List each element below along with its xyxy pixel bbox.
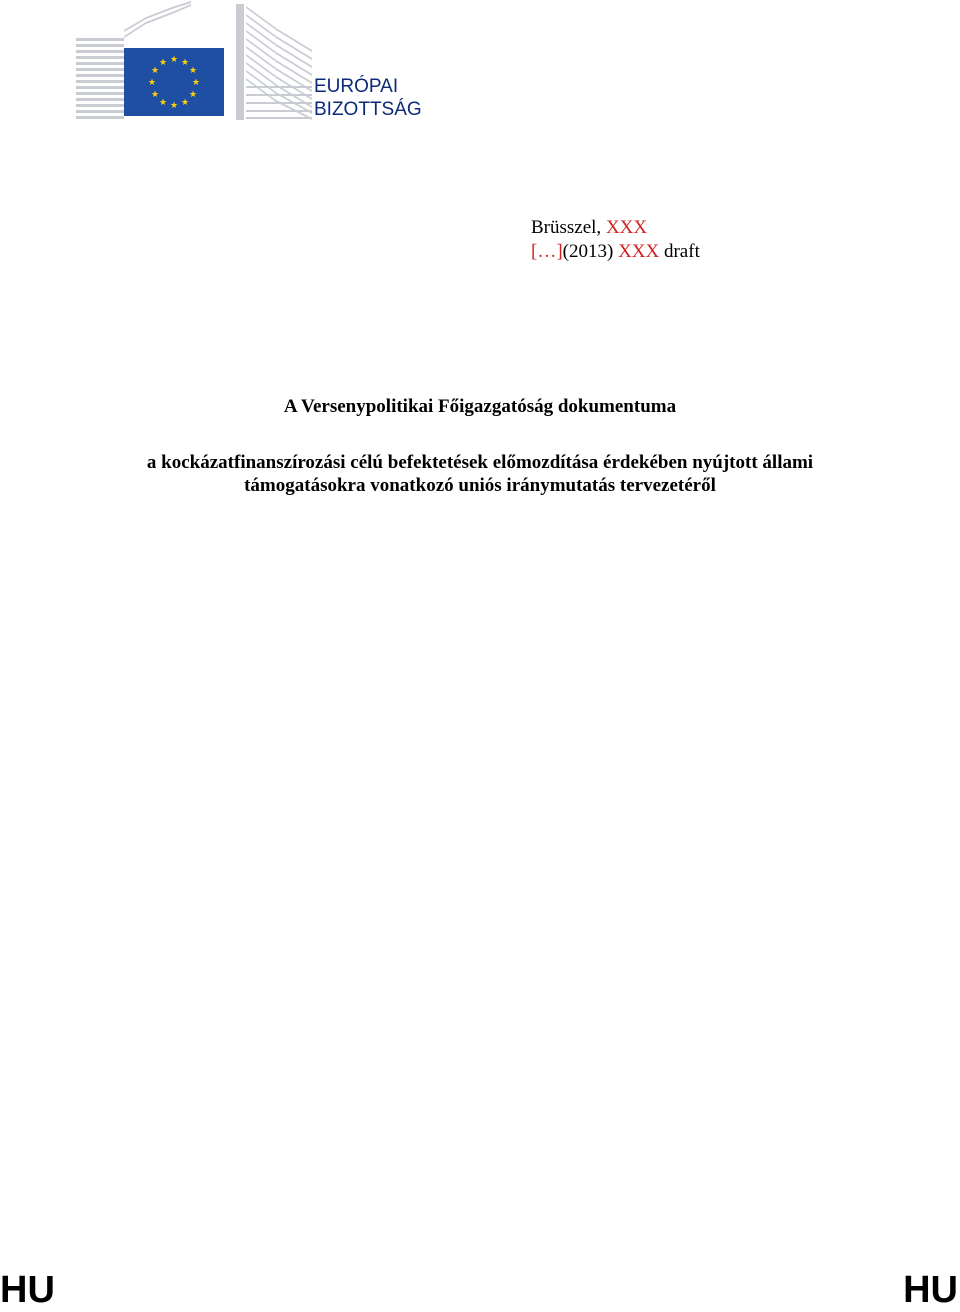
reference-placeholder: […] bbox=[531, 241, 563, 262]
dateline bbox=[531, 216, 700, 264]
svg-text:★: ★ bbox=[180, 58, 190, 68]
language-code-left: HU bbox=[0, 1269, 55, 1311]
eu-flag bbox=[124, 48, 224, 116]
organization-name bbox=[314, 75, 422, 121]
svg-text:★: ★ bbox=[191, 78, 201, 88]
reference-year: (2013) bbox=[562, 241, 619, 262]
svg-text:★: ★ bbox=[147, 78, 157, 88]
svg-text:★: ★ bbox=[150, 66, 160, 76]
draft-status: draft bbox=[659, 241, 700, 262]
reference-line bbox=[531, 240, 700, 264]
reference-code: XXX bbox=[618, 241, 660, 262]
svg-text:★: ★ bbox=[169, 55, 179, 65]
svg-text:★: ★ bbox=[158, 98, 168, 108]
place-date-line bbox=[531, 216, 700, 240]
document-title bbox=[0, 451, 960, 497]
organization-name-line1: EURÓPAI bbox=[314, 76, 399, 97]
svg-text:★: ★ bbox=[180, 98, 190, 108]
svg-text:★: ★ bbox=[188, 90, 198, 100]
date-placeholder: XXX bbox=[605, 217, 648, 238]
organization-name-line2: BIZOTTSÁG bbox=[314, 99, 422, 120]
svg-text:★: ★ bbox=[158, 58, 168, 68]
document-title-line2: támogatásokra vonatkozó uniós iránymutatás tervezetéről bbox=[244, 475, 716, 496]
city: Brüsszel, bbox=[531, 217, 606, 238]
svg-text:★: ★ bbox=[150, 90, 160, 100]
svg-text:★: ★ bbox=[169, 101, 179, 111]
document-type: A Versenypolitikai Főigazgatóság dokumentuma bbox=[283, 396, 677, 417]
document-title-line1: a kockázatfinanszírozási célú befektetések előmozdítása érdekében nyújtott állami bbox=[146, 452, 814, 473]
language-code-right: HU bbox=[903, 1269, 958, 1311]
european-commission-logo bbox=[76, 0, 316, 120]
svg-text:★: ★ bbox=[188, 66, 198, 76]
